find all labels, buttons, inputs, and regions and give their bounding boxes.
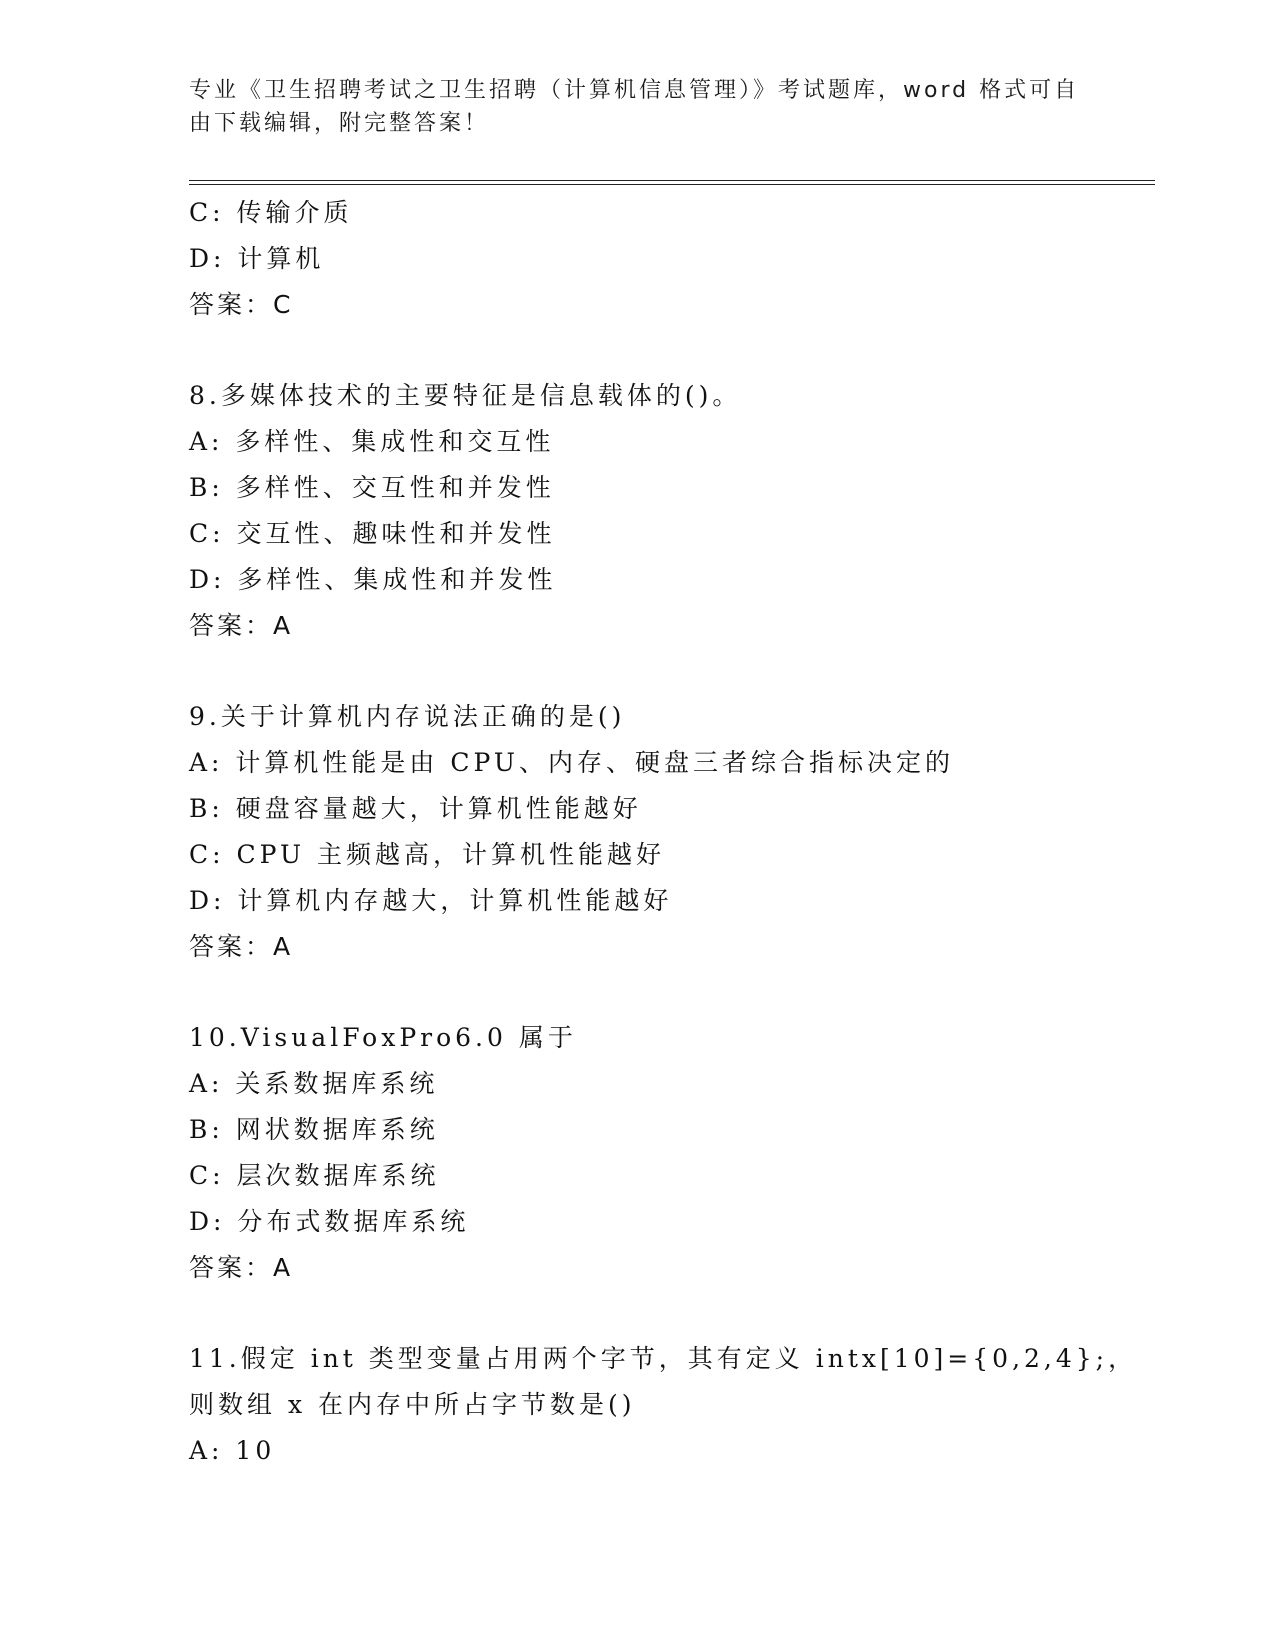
document-header: [189, 74, 1089, 140]
question-stem: 9.关于计算机内存说法正确的是(): [189, 702, 626, 731]
option-d: D: 计算机: [189, 244, 325, 273]
option-c: C: 层次数据库系统: [189, 1161, 440, 1190]
answer-label: 答案：C: [189, 290, 294, 319]
answer-label: 答案：A: [189, 932, 294, 961]
question-10: [189, 1015, 1149, 1291]
option-d: D: 计算机内存越大，计算机性能越好: [189, 886, 673, 915]
question-11: [189, 1336, 1149, 1474]
question-9: [189, 694, 1149, 970]
option-a: A: 多样性、集成性和交互性: [189, 427, 555, 456]
header-divider-top: [189, 180, 1155, 181]
option-c: C: 交互性、趣味性和并发性: [189, 519, 556, 548]
answer-label: 答案：A: [189, 611, 294, 640]
question-8: [189, 373, 1149, 649]
option-c: C: CPU 主频越高，计算机性能越好: [189, 840, 666, 869]
option-d: D: 多样性、集成性和并发性: [189, 565, 557, 594]
header-line-1: 专业《卫生招聘考试之卫生招聘（计算机信息管理）》考试题库，word 格式可自: [189, 78, 1080, 103]
question-stem-line-1: 11.假定 int 类型变量占用两个字节，其有定义 intx[10]={0,2,4};，: [189, 1344, 1138, 1373]
question-stem: 8.多媒体技术的主要特征是信息载体的()。: [189, 381, 742, 410]
option-d: D: 分布式数据库系统: [189, 1207, 470, 1236]
option-b: B: 网状数据库系统: [189, 1115, 439, 1144]
option-b: B: 多样性、交互性和并发性: [189, 473, 555, 502]
option-c: C: 传输介质: [189, 198, 353, 227]
question-stem-line-2: 则数组 x 在内存中所占字节数是(): [189, 1390, 636, 1419]
option-a: A: 10: [189, 1436, 276, 1465]
option-b: B: 硬盘容量越大，计算机性能越好: [189, 794, 642, 823]
header-line-2: 由下载编辑，附完整答案！: [189, 111, 490, 136]
answer-label: 答案：A: [189, 1253, 294, 1282]
option-a: A: 关系数据库系统: [189, 1069, 439, 1098]
option-a: A: 计算机性能是由 CPU、内存、硬盘三者综合指标决定的: [189, 748, 954, 777]
question-stem: 10.VisualFoxPro6.0 属于: [189, 1023, 577, 1052]
question-list: [189, 190, 1149, 1474]
header-divider-bottom: [189, 184, 1155, 185]
